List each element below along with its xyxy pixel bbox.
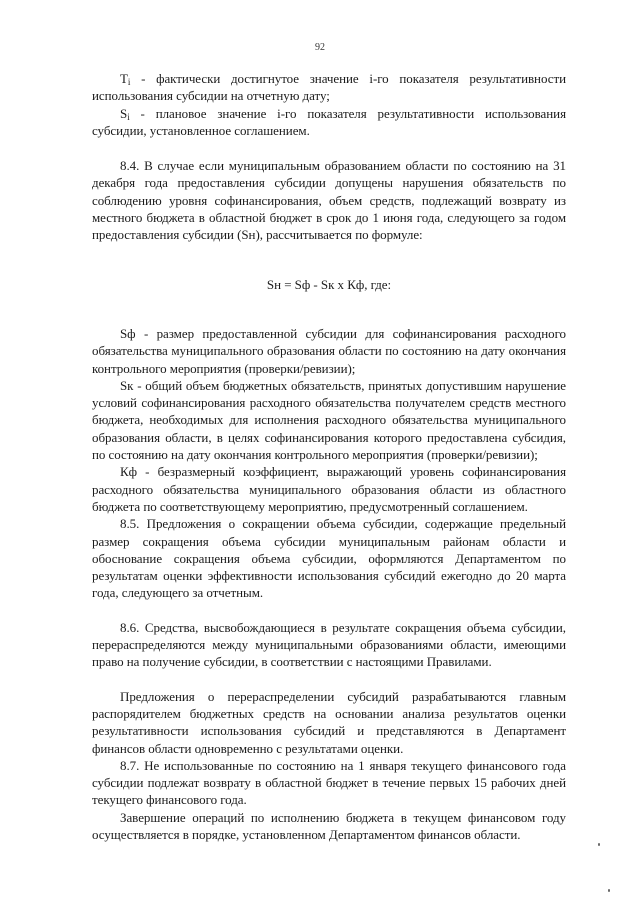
clause-8-5: 8.5. Предложения о сокращении объема субсидии, содержащие предельный размер сокращения объема субсидии муниципальным районам области и обоснование сокращения объема субсидии, оформляются Департаментом по результатам оценки эффективности использования субсидий ежегодно до 20 марта года, следующего за отчетным. [92, 516, 566, 601]
definition-sk: Sк - общий объем бюджетных обязательств, принятых допустившим нарушение условий софинансирования расходного обязательства получателем средств местного бюджета, необходимых для исполнения расходного обязательства муниципального образования области, в целях софинансирования которого предоставлена субсидия, по состоянию на дату окончания контрольного мероприятия (проверки/ревизии); [92, 377, 566, 463]
document-body [92, 70, 566, 843]
symbol-si: $S_i$ [120, 105, 130, 122]
clause-8-6: 8.6. Средства, высвобождающиеся в результате сокращения объема субсидии, перераспределяются между муниципальными образованиями области, имеющими право на получение субсидии, в соответствии с настоящими Правилами. [92, 619, 566, 670]
symbol-ti: $T_i$ [120, 71, 131, 87]
scan-speck [598, 843, 600, 846]
clause-8-4: 8.4. В случае если муниципальным образованием области по состоянию на 31 декабря года предоставления субсидии допущены нарушения обязательств по соблюдению уровня софинансирования, объем средств, подлежащий возврату из местного бюджета в областной бюджет в срок до 1 июня года, следующего за годом предоставления субсидии (Sн), рассчитывается по формуле: [92, 158, 566, 243]
definition-ti: $T_i$ - фактически достигнутое значение i-го показателя результативности использования субсидии на отчетную дату; [92, 71, 566, 104]
definition-si: $S_i$ - плановое значение i-го показателя результативности использования субсидии, установленное соглашением. [92, 105, 566, 138]
completion-paragraph: Завершение операций по исполнению бюджета в текущем финансовом году осуществляется в порядке, установленном Департаментом финансов области. [92, 809, 566, 842]
clause-8-7: 8.7. Не использованные по состоянию на 1 января текущего финансового года субсидии подлежат возврату в областной бюджет в течение первых 15 рабочих дней текущего финансового года. [92, 757, 566, 808]
scan-speck [608, 889, 610, 892]
redistribution-paragraph: Предложения о перераспределении субсидий разрабатываются главным распорядителем бюджетных средств на основании анализа результатов оценки результативности использования субсидий и представляются в Департамент финансов области одновременно с результатами оценки. [92, 688, 566, 756]
definition-kf: Кф - безразмерный коэффициент, выражающий уровень софинансирования расходного обязательства муниципального образования области из областного бюджета по соответствующему мероприятию, предусмотренный соглашением. [92, 464, 566, 514]
definition-sf: Sф - размер предоставленной субсидии для софинансирования расходного обязательства муниципального образования области по состоянию на дату окончания контрольного мероприятия (проверки/ревизии); [92, 325, 566, 376]
formula: Sн = Sф - Sк х Кф, где: [266, 276, 392, 292]
page-number: 92 [315, 42, 325, 53]
